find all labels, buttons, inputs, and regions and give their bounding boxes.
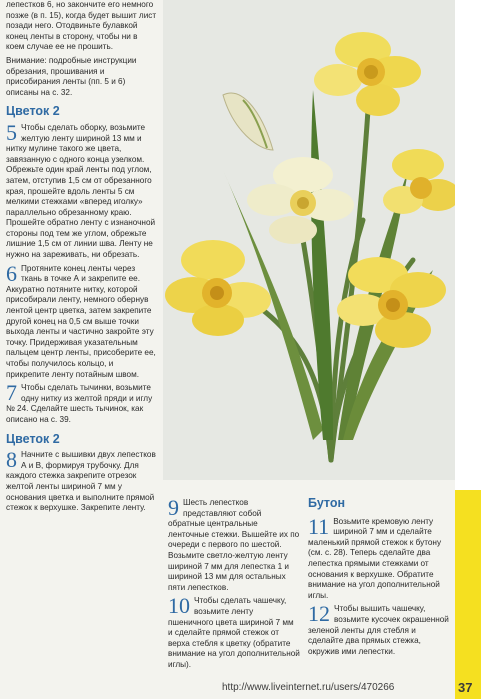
watermark-url[interactable] <box>222 682 394 693</box>
step-number: 11 <box>308 513 330 539</box>
intro-text: лепестков 6, но закончите его немного позже (в п. 15), когда будет вышит лист позади него. Отодвиньте булавкой конец ленты в сторону, чтобы ни в коем случае ее не прошить. <box>6 0 157 52</box>
edge-white <box>455 0 481 490</box>
step-12 <box>308 601 453 657</box>
step-number: 9 <box>168 495 179 520</box>
left-column <box>6 0 158 517</box>
page-edge-strip <box>455 0 481 699</box>
step-number: 6 <box>6 260 17 286</box>
watermark-url-main: http://www.liveinternet.ru/users/4702 <box>222 682 384 693</box>
step-number: 5 <box>6 119 17 145</box>
watermark-url-suffix: 66 <box>383 682 395 693</box>
step-number: 10 <box>168 593 190 619</box>
step-text: Шесть лепестков представляют собой обратные центральные ленточные стежки. Вышейте их по очереди с первого по шестой. Возьмите светло-желтую ленту шириной 7 мм для лепестка 1 и шириной 13 мм для остальных пяти лепестков. <box>168 498 300 592</box>
step-10 <box>168 593 300 670</box>
step-text: Чтобы сделать оборку, возьмите желтую ленту шириной 13 мм и нитку мулине такого же цвета, завязанную с одного конца узелком. Обрежьте один край ленты под углом, затем, отступив 1,5 см от обрезанного края, прошейте вдоль ленты 5 см мелкими стежками «вперед иголку» параллельно обрезанному краю. Прошейте обратно ленту с изнаночной стороны под тем же углом, обрежьте лишние 1,5 см от линии шва. Ленту не нужно на зареживать, ни обрезать. <box>6 122 156 260</box>
edge-yellow <box>455 490 481 699</box>
step-number: 8 <box>6 447 17 473</box>
step-text: Чтобы сделать тычинки, возьмите одну нитку из желтой пряди и иглу № 24. Сделайте шесть тычинок, как описано на с. 39. <box>6 383 153 424</box>
right-column <box>308 498 453 660</box>
middle-column <box>168 495 300 674</box>
step-9 <box>168 495 300 593</box>
step-11 <box>308 513 453 602</box>
step-text: Начните с вышивки двух лепестков А и В, формируя трубочку. Для каждого стежка закрепите отрезок желтой ленты шириной 7 мм у основания цветка и выполните прямой стежок к верхушке. Закрепите ленту. <box>6 450 156 513</box>
step-8 <box>6 447 158 514</box>
section-heading-flower: Цветок 2 <box>6 104 60 119</box>
step-number: 12 <box>308 601 330 627</box>
step-5 <box>6 119 158 261</box>
step-text: Возьмите кремовую ленту шириной 7 мм и сделайте маленький прямой стежок к бутону (см. с. 28). Теперь сделайте два лепестка прямыми стежками от основания к верхушке. Обратите внимание на угол дополнительной иглы. <box>308 516 442 600</box>
note-text: Внимание: подробные инструкции обрезания, прошивания и присобирания ленты (пп. 5 и 6) описаны на с. 32. <box>6 55 137 97</box>
page-number: 37 <box>458 680 473 695</box>
section-heading-flower-2: Цветок 2 <box>6 431 60 446</box>
section-heading-bud: Бутон <box>308 496 346 510</box>
step-text: Протяните конец ленты через ткань в точке А и закрепите ее. Аккуратно потяните нитку, которой присобирали ленту, немного обернув лентой центр цветка, затем закрепите другой конец на 0,5 см выше точки выхода ленты и частично закройте эту точку. Придерживая указательным пальцем центр ленты, присоберите ее, чтобы получилось кольцо, и прикрепите ленту потайным швом. <box>6 263 156 379</box>
step-text: Чтобы сделать чашечку, возьмите ленту пшеничного цвета шириной 7 мм и сделайте прямой стежок от верха стебля к цветку (обратите внимание на угол дополнительной иглы). <box>168 596 300 669</box>
daffodil-illustration <box>163 0 455 480</box>
step-7 <box>6 380 158 425</box>
step-number: 7 <box>6 380 17 406</box>
step-6 <box>6 260 158 381</box>
daffodil-embroidery-photo <box>163 0 455 480</box>
step-text: Чтобы вышить чашечку, возьмите кусочек окрашенной зеленой ленты для стебля и сделайте два прямых стежка, окружив ими лепестки. <box>308 604 449 656</box>
